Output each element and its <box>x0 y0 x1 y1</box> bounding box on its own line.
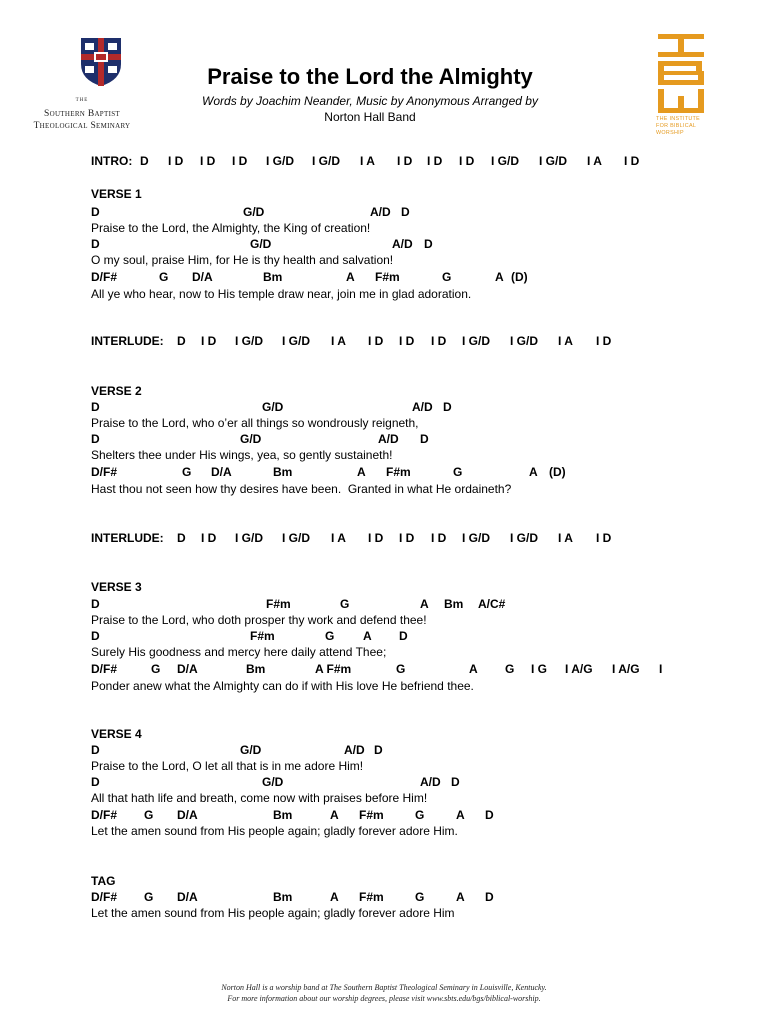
chord: A <box>330 808 339 822</box>
chord: G <box>453 465 463 479</box>
chord: D <box>485 890 494 904</box>
interlude-chord: I D <box>596 334 612 348</box>
chord: G <box>325 629 335 643</box>
chord: Bm <box>246 662 266 676</box>
lyric-line: Praise to the Lord, who doth prosper thy work and defend thee! <box>91 613 427 627</box>
intro-chord: I G/D <box>539 154 568 168</box>
intro-chord: I D <box>459 154 475 168</box>
lyric-line: Praise to the Lord, O let all that is in me adore Him! <box>91 759 364 773</box>
interlude-chord: I D <box>201 334 217 348</box>
chord: D <box>420 432 429 446</box>
chord: D <box>91 432 100 446</box>
chord: D/A <box>177 890 198 904</box>
chord: A/D <box>412 400 433 414</box>
ibw-monogram-icon <box>656 34 706 114</box>
chord: D <box>91 743 100 757</box>
interlude-chord: D <box>177 334 186 348</box>
lyric-line: Let the amen sound from His people again; gladly forever adore Him. <box>91 824 458 838</box>
chord: F#m <box>266 597 291 611</box>
chord: F#m <box>386 465 411 479</box>
chord: G <box>144 890 154 904</box>
interlude-chord: I D <box>399 531 415 545</box>
chord: D <box>451 775 460 789</box>
interlude-label: INTERLUDE: <box>91 531 164 545</box>
lyric-line: Praise to the Lord, the Almighty, the King of creation! <box>91 221 371 235</box>
chord: A/D <box>420 775 441 789</box>
chord: A <box>469 662 478 676</box>
chord: G <box>505 662 515 676</box>
chord: A/D <box>392 237 413 251</box>
chord: G <box>182 465 192 479</box>
chord: D/A <box>177 808 198 822</box>
interlude-chord: I D <box>368 334 384 348</box>
intro-chord: D <box>140 154 149 168</box>
chord: D <box>424 237 433 251</box>
chord: D <box>91 205 100 219</box>
chord: D <box>91 597 100 611</box>
ibw-text-line2: FOR BIBLICAL <box>656 123 697 129</box>
chord: Bm <box>263 270 283 284</box>
interlude-chord: I D <box>201 531 217 545</box>
sbts-name-line1: Southern Baptist <box>44 109 120 119</box>
chord: D <box>91 775 100 789</box>
chord: I A/G <box>565 662 593 676</box>
sbts-logo <box>22 38 142 138</box>
chord: D/F# <box>91 808 118 822</box>
footer-line1: Norton Hall is a worship band at The Southern Baptist Theological Seminary in Louisville, Kentucky. <box>221 983 547 992</box>
chord: G <box>396 662 406 676</box>
intro-chord: I A <box>360 154 375 168</box>
chord: A <box>363 629 372 643</box>
interlude-chord: I D <box>368 531 384 545</box>
chord: D <box>485 808 494 822</box>
chord: A/D <box>344 743 365 757</box>
verse-label: VERSE 3 <box>91 580 142 594</box>
interlude-chord: I G/D <box>462 531 491 545</box>
lyric-line: Let the amen sound from His people again; gladly forever adore Him <box>91 906 455 920</box>
interlude-chord: I G/D <box>282 531 311 545</box>
chord: A <box>495 270 504 284</box>
chord: Bm <box>273 465 293 479</box>
chord: D <box>443 400 452 414</box>
lyric-line: Shelters thee under His wings, yea, so gently sustaineth! <box>91 448 393 462</box>
chord: G <box>442 270 452 284</box>
chord: A/C# <box>478 597 506 611</box>
chord: D <box>91 400 100 414</box>
seminary-shield-icon <box>81 38 121 86</box>
ibw-logo <box>656 34 706 144</box>
intro-chord: I D <box>624 154 640 168</box>
lyric-line: All ye who hear, now to His temple draw near, join me in glad adoration. <box>91 287 472 301</box>
chord: G <box>415 890 425 904</box>
chord: F#m <box>359 808 384 822</box>
chord: A <box>420 597 429 611</box>
intro-chord: I G/D <box>312 154 341 168</box>
chord: I G <box>531 662 548 676</box>
chord: G/D <box>250 237 272 251</box>
chord: G <box>159 270 169 284</box>
chord: G/D <box>243 205 265 219</box>
interlude-chord: I G/D <box>510 531 539 545</box>
chord: G/D <box>262 400 284 414</box>
chord: A <box>330 890 339 904</box>
verse-label: VERSE 1 <box>91 187 142 201</box>
chord: A <box>357 465 366 479</box>
chord: A F#m <box>315 662 352 676</box>
interlude-chord: I D <box>399 334 415 348</box>
intro-chord: I D <box>168 154 184 168</box>
intro-chord: I D <box>397 154 413 168</box>
chord: D <box>91 629 100 643</box>
verse-label: VERSE 4 <box>91 727 142 741</box>
chord: F#m <box>375 270 400 284</box>
verse-label: VERSE 2 <box>91 384 142 398</box>
chord: D/F# <box>91 890 118 904</box>
intro-chord: I A <box>587 154 602 168</box>
lyric-line: Ponder anew what the Almighty can do if with His love He befriend thee. <box>91 679 474 693</box>
interlude-chord: I A <box>558 531 573 545</box>
intro-chord: I D <box>427 154 443 168</box>
interlude-chord: I A <box>331 334 346 348</box>
chord: G <box>340 597 350 611</box>
chord: F#m <box>359 890 384 904</box>
chord: G/D <box>262 775 284 789</box>
chord: D/A <box>177 662 198 676</box>
chord: D/F# <box>91 270 118 284</box>
chord: A/D <box>370 205 391 219</box>
chord: (D) <box>549 465 566 479</box>
song-credits-line2: Norton Hall Band <box>324 110 416 124</box>
chord: A <box>456 808 465 822</box>
intro-chord: I G/D <box>491 154 520 168</box>
ibw-text-line1: THE INSTITUTE <box>656 116 701 122</box>
intro-label: INTRO: <box>91 154 133 168</box>
interlude-chord: I D <box>596 531 612 545</box>
chord: Bm <box>444 597 464 611</box>
chord: D <box>91 237 100 251</box>
interlude-chord: I G/D <box>282 334 311 348</box>
chord: D/F# <box>91 662 118 676</box>
chord: A/D <box>378 432 399 446</box>
interlude-chord: I G/D <box>235 334 264 348</box>
intro-chord: I D <box>200 154 216 168</box>
interlude-chord: I G/D <box>235 531 264 545</box>
ibw-text-line3: WORSHIP <box>656 130 684 136</box>
lyric-line: O my soul, praise Him, for He is thy health and salvation! <box>91 253 394 267</box>
intro-chord: I G/D <box>266 154 295 168</box>
footer-line2: For more information about our worship degrees, please visit www.sbts.edu/bgs/biblical-worship. <box>227 994 541 1003</box>
chord: G <box>415 808 425 822</box>
intro-chord: I D <box>232 154 248 168</box>
interlude-chord: I G/D <box>462 334 491 348</box>
lyric-line: Hast thou not seen how thy desires have been. Granted in what He ordaineth? <box>91 482 512 496</box>
chord: D/A <box>192 270 213 284</box>
chord: G <box>144 808 154 822</box>
chord: A <box>456 890 465 904</box>
chord: D/F# <box>91 465 118 479</box>
sbts-the: THE <box>75 98 89 103</box>
chord: D/A <box>211 465 232 479</box>
chord: G <box>151 662 161 676</box>
chord: Bm <box>273 808 293 822</box>
interlude-label: INTERLUDE: <box>91 334 164 348</box>
chord: A <box>529 465 538 479</box>
interlude-chord: I A <box>331 531 346 545</box>
lyric-line: Surely His goodness and mercy here daily attend Thee; <box>91 645 387 659</box>
chord: D <box>399 629 408 643</box>
chord: I <box>659 662 663 676</box>
chord: F#m <box>250 629 275 643</box>
interlude-chord: I A <box>558 334 573 348</box>
interlude-chord: I D <box>431 531 447 545</box>
lyric-line: Praise to the Lord, who o’er all things so wondrously reigneth, <box>91 416 419 430</box>
chord: D <box>401 205 410 219</box>
chord: D <box>374 743 383 757</box>
chord: A <box>346 270 355 284</box>
song-title: Praise to the Lord the Almighty <box>207 64 533 89</box>
chord: (D) <box>511 270 528 284</box>
interlude-chord: I G/D <box>510 334 539 348</box>
chord: I A/G <box>612 662 640 676</box>
chord: G/D <box>240 743 262 757</box>
chord: Bm <box>273 890 293 904</box>
interlude-chord: I D <box>431 334 447 348</box>
tag-label: TAG <box>91 874 116 888</box>
chord: G/D <box>240 432 262 446</box>
song-credits: Words by Joachim Neander, Music by Anonymous Arranged by <box>202 94 538 108</box>
interlude-chord: D <box>177 531 186 545</box>
lyric-line: All that hath life and breath, come now with praises before Him! <box>91 791 428 805</box>
sbts-name-line2: Theological Seminary <box>33 121 131 131</box>
